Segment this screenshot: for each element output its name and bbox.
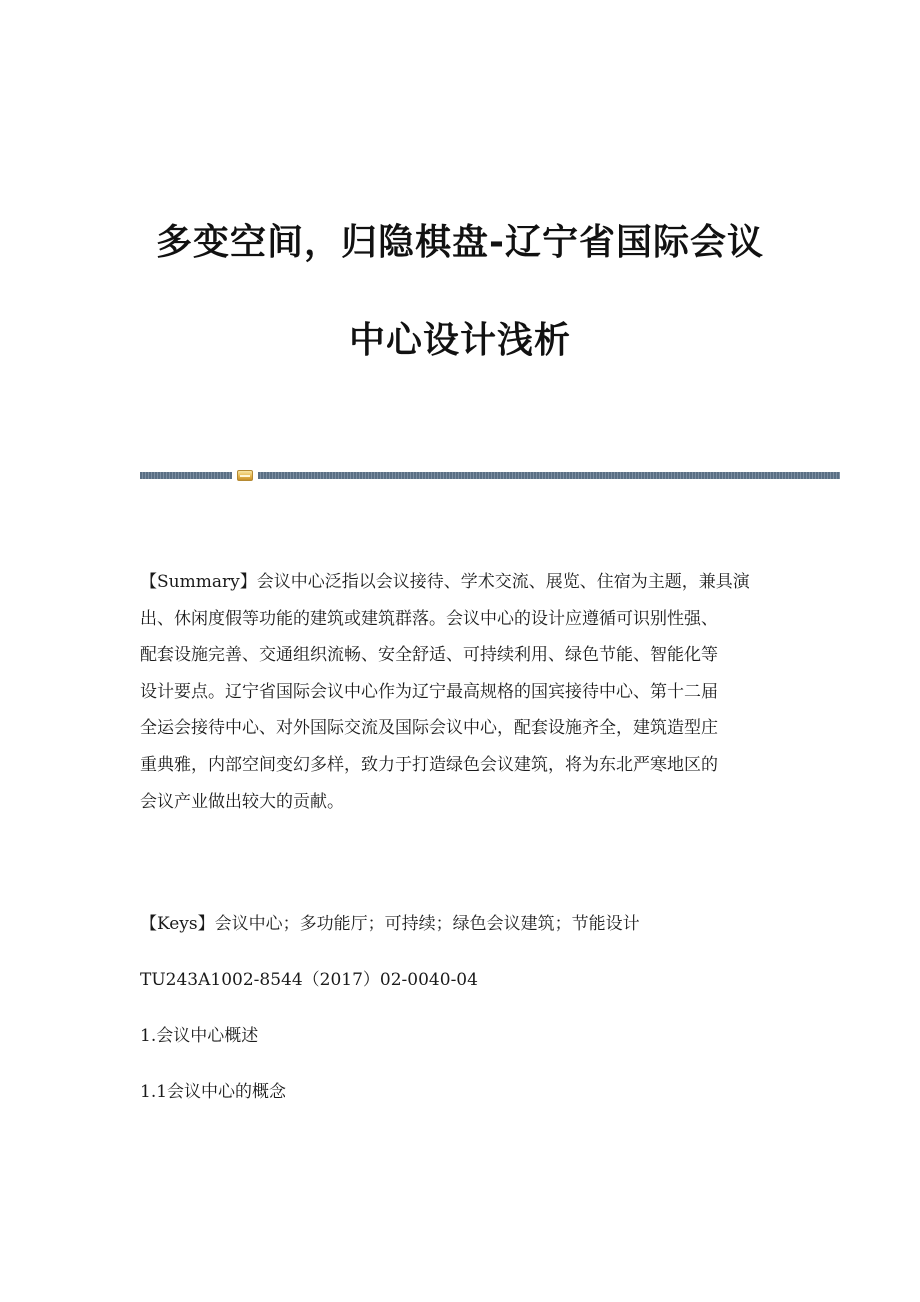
summary-line: 【Summary】会议中心泛指以会议接待、学术交流、展览、住宿为主题，兼具演 — [140, 572, 750, 592]
summary-paragraph — [140, 564, 780, 820]
keywords-line: 【Keys】会议中心；多功能厅；可持续；绿色会议建筑；节能设计 — [140, 914, 640, 934]
summary-line: 重典雅，内部空间变幻多样，致力于打造绿色会议建筑，将为东北严寒地区的 — [140, 754, 718, 775]
section-heading-1: 1.会议中心概述 — [140, 1026, 259, 1046]
summary-line: 配套设施完善、交通组织流畅、安全舒适、可持续利用、绿色节能、智能化等 — [140, 645, 718, 666]
title-divider — [140, 470, 840, 480]
document-title-line-2: 中心设计浅析 — [348, 320, 571, 361]
divider-ornament-icon — [237, 470, 253, 481]
document-title-line-1: 多变空间，归隐棋盘-辽宁省国际会议 — [156, 222, 764, 263]
summary-line: 出、休闲度假等功能的建筑或建筑群落。会议中心的设计应遵循可识别性强、 — [140, 608, 718, 629]
summary-line: 设计要点。辽宁省国际会议中心作为辽宁最高规格的国宾接待中心、第十二届 — [140, 681, 718, 702]
summary-line: 会议产业做出较大的贡献。 — [140, 791, 344, 812]
divider-bar-left — [140, 472, 232, 479]
classification-code: TU243A1002-8544（2017）02-0040-04 — [140, 970, 478, 990]
section-heading-1-1: 1.1会议中心的概念 — [140, 1082, 287, 1102]
summary-line: 全运会接待中心、对外国际交流及国际会议中心，配套设施齐全，建筑造型庄 — [140, 718, 718, 739]
divider-bar-right — [258, 472, 840, 479]
